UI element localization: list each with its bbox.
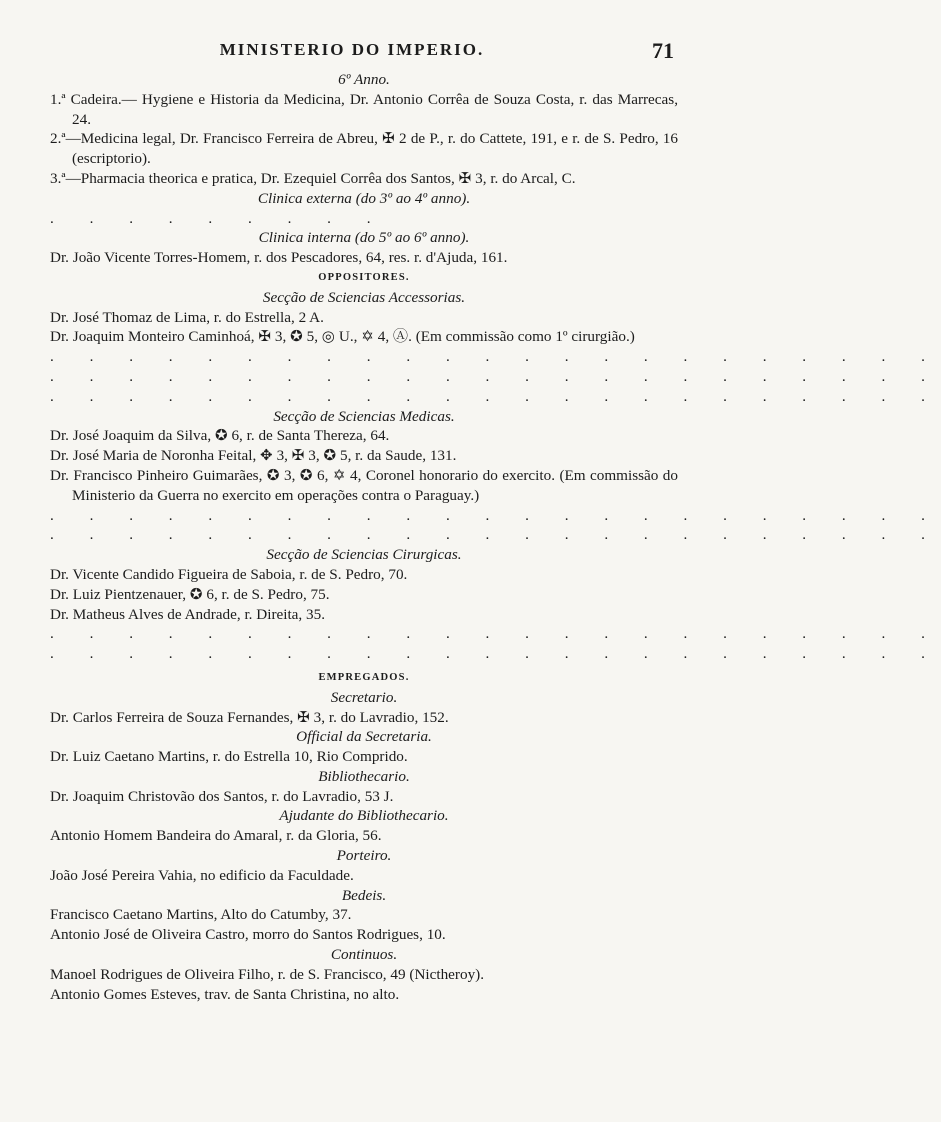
page-number: 71 bbox=[652, 38, 674, 63]
official-label: Official da Secretaria. bbox=[296, 728, 432, 746]
list-item: Manoel Rodrigues de Oliveira Filho, r. de S. Francisco, 49 (Nictheroy). bbox=[50, 965, 485, 983]
secretario-entry: Dr. Carlos Ferreira de Souza Fernandes, ✠ 3, r. do Lavradio, 152. bbox=[50, 708, 449, 726]
document-body bbox=[50, 70, 941, 1004]
dot-leader: . . . . . . . . . . . . . . . . . . . . . . . bbox=[50, 506, 941, 524]
list-item: Dr. José Maria de Noronha Feital, ✥ 3, ✠ 3, ✪ 5, r. da Saude, 131. bbox=[50, 447, 457, 465]
list-item: Francisco Caetano Martins, Alto do Catumby, 37. bbox=[50, 906, 352, 924]
list-item: Dr. José Joaquim da Silva, ✪ 6, r. de Santa Thereza, 64. bbox=[50, 427, 390, 445]
bibliothecario-entry: Dr. Joaquim Christovão dos Santos, r. do Lavradio, 53 J. bbox=[50, 787, 394, 805]
dot-leader: . . . . . . . . . . . . . . . . . . . . . . . bbox=[50, 625, 941, 643]
list-item: Dr. Francisco Pinheiro Guimarães, ✪ 3, ✪ 6, ✡ 4, Coronel honorario do exercito. (Em commissão do Ministerio da Guerra no exercito em operações contra o Paraguay.) bbox=[50, 466, 678, 504]
dot-leader: . . . . . . . . . . . . . . . . . . . . . . . bbox=[50, 367, 941, 385]
clinica-externa-heading: Clinica externa (do 3º ao 4º anno). bbox=[257, 189, 471, 207]
porteiro-label: Porteiro. bbox=[336, 847, 392, 865]
list-item: Dr. Joaquim Monteiro Caminhoá, ✠ 3, ✪ 5, ◎ U., ✡ 4, Ⓐ. (Em commissão como 1º cirurgião.) bbox=[50, 328, 635, 346]
cadeira-3: 3.ª—Pharmacia theorica e pratica, Dr. Ezequiel Corrêa dos Santos, ✠ 3, r. do Arcal, C. bbox=[50, 169, 576, 187]
ajudante-entry: Antonio Homem Bandeira do Amaral, r. da Gloria, 56. bbox=[50, 827, 382, 845]
porteiro-entry: João José Pereira Vahia, no edificio da Faculdade. bbox=[50, 866, 354, 884]
year-heading: 6º Anno. bbox=[338, 71, 390, 88]
secretario-label: Secretario. bbox=[330, 688, 398, 706]
list-item: Dr. Luiz Pientzenauer, ✪ 6, r. de S. Pedro, 75. bbox=[50, 585, 330, 603]
seccao-accessorias-heading: Secção de Sciencias Accessorias. bbox=[262, 288, 466, 306]
dot-leader: . . . . . . . . . bbox=[50, 209, 387, 227]
list-item: Dr. Matheus Alves de Andrade, r. Direita, 35. bbox=[50, 605, 326, 623]
clinica-interna-heading: Clinica interna (do 5º ao 6º anno). bbox=[258, 229, 470, 247]
oppositores-heading: OPPOSITORES. bbox=[318, 271, 410, 283]
list-item: Dr. José Thomaz de Lima, r. do Estrella, 2 A. bbox=[50, 308, 324, 326]
seccao-cirurgicas-heading: Secção de Sciencias Cirurgicas. bbox=[266, 546, 462, 564]
running-header bbox=[0, 38, 704, 68]
bibliothecario-label: Bibliothecario. bbox=[318, 767, 410, 785]
dot-leader: . . . . . . . . . . . . . . . . . . . . . . . bbox=[50, 348, 941, 366]
continuos-label: Continuos. bbox=[330, 946, 398, 964]
list-item: Antonio José de Oliveira Castro, morro do Santos Rodrigues, 10. bbox=[50, 926, 446, 944]
official-entry: Dr. Luiz Caetano Martins, r. do Estrella 10, Rio Comprido. bbox=[50, 748, 408, 766]
bedeis-label: Bedeis. bbox=[341, 886, 387, 904]
ajudante-label: Ajudante do Bibliothecario. bbox=[279, 807, 449, 825]
seccao-medicas-heading: Secção de Sciencias Medicas. bbox=[273, 407, 455, 425]
dot-leader: . . . . . . . . . . . . . . . . . . . . . . . bbox=[50, 526, 941, 544]
cadeira-2: 2.ª—Medicina legal, Dr. Francisco Ferreira de Abreu, ✠ 2 de P., r. do Cattete, 191, e r. de S. Pedro, 16 (escriptorio). bbox=[50, 130, 678, 168]
list-item: Antonio Gomes Esteves, trav. de Santa Christina, no alto. bbox=[50, 985, 400, 1003]
dot-leader: . . . . . . . . . . . . . . . . . . . . . . . bbox=[50, 387, 941, 405]
page-header-title: MINISTERIO DO IMPERIO. bbox=[219, 40, 485, 59]
dot-leader: . . . . . . . . . . . . . . . . . . . . . . . bbox=[50, 645, 941, 663]
clinica-interna-person: Dr. João Vicente Torres-Homem, r. dos Pescadores, 64, res. r. d'Ajuda, 161. bbox=[50, 249, 508, 267]
cadeira-1: 1.ª Cadeira.— Hygiene e Historia da Medicina, Dr. Antonio Corrêa de Souza Costa, r. das Marrecas, 24. bbox=[50, 90, 678, 128]
list-item: Dr. Vicente Candido Figueira de Saboia, r. de S. Pedro, 70. bbox=[50, 565, 408, 583]
empregados-heading: EMPREGADOS. bbox=[318, 671, 410, 683]
